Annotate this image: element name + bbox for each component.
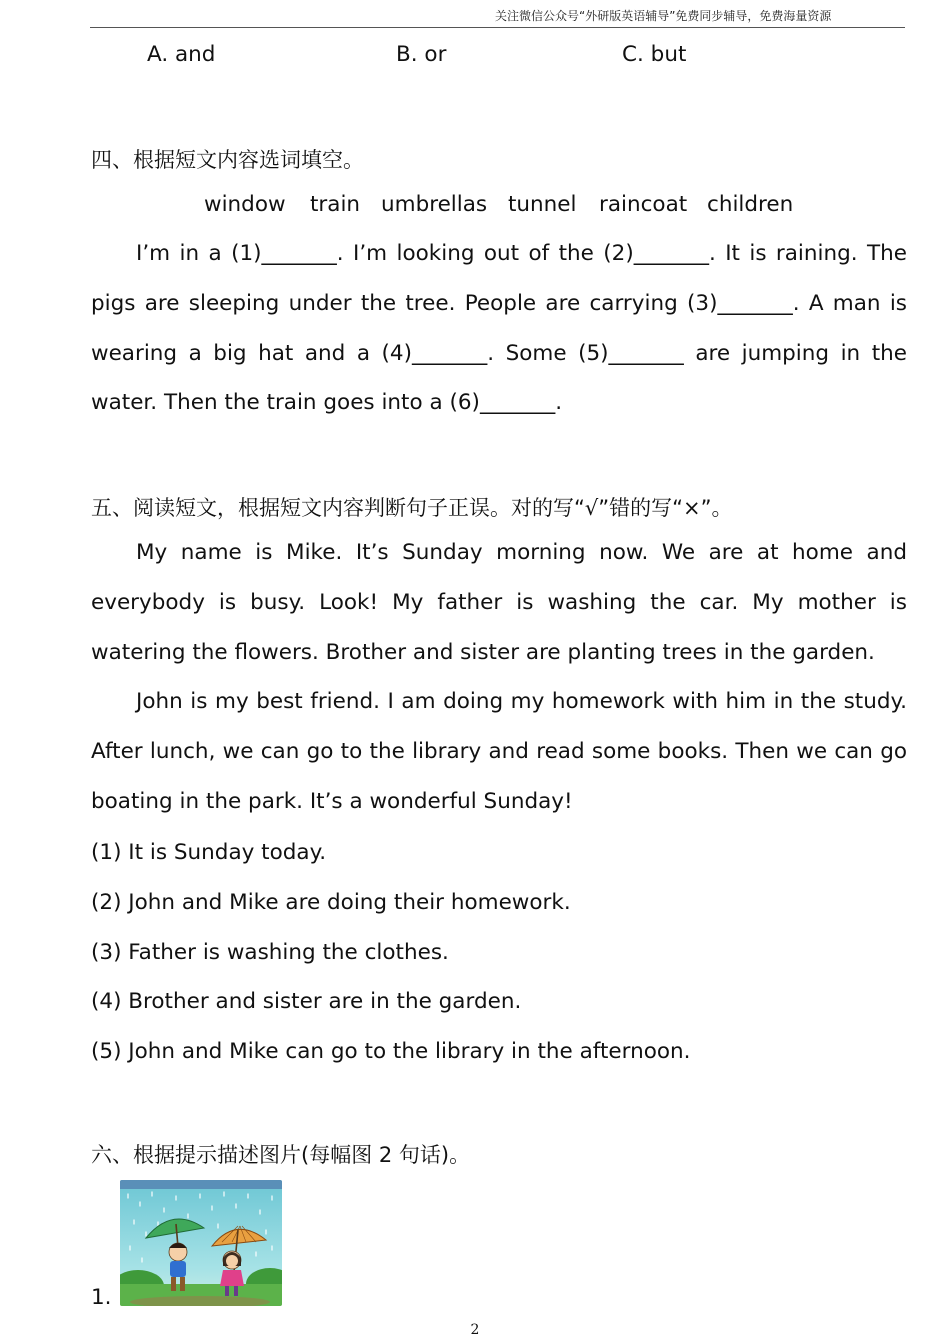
section5-title: 五、阅读短文，根据短文内容判断句子正误。对的写“√”错的写“×”。 [91,496,733,520]
section4-title: 四、根据短文内容选词填空。 [91,148,364,172]
question-3: (3) Father is washing the clothes. [91,940,449,965]
word-bank-item: tunnel [508,192,577,217]
question-1: (1) It is Sunday today. [91,840,327,865]
section4-passage: I’m in a (1)_______. I’m looking out of the (2)_______. It is raining. The pigs are sleeping under the tree. People are carrying (3)_______. A man is wearing a big hat and a (4)_______. Some (5)_______ are jumping in the water. Then the train goes into a (6)_______. [91,241,907,416]
page-number: 2 [470,1322,480,1338]
word-bank-item: umbrellas [381,192,488,217]
header-note: 关注微信公众号“外研版英语辅导”免费同步辅导，免费海量资源 [495,9,832,23]
option-c: C. but [622,42,687,67]
section5-paragraph-1: My name is Mike. It’s Sunday morning now. We are at home and everybody is busy. Look! My father is washing the car. My mother is watering the flowers. Brother and sister are planting trees in the garden. [91,540,907,665]
word-bank-item: train [310,192,361,217]
question-5: (5) John and Mike can go to the library in the afternoon. [91,1039,691,1064]
section6-title: 六、根据提示描述图片(每幅图 2 句话)。 [91,1143,471,1167]
section5-paragraph-2: John is my best friend. I am doing my homework with him in the study. After lunch, we can go to the library and read some books. Then we can go boating in the park. It’s a wonderful Sunday! [91,689,907,814]
header-divider [90,27,905,28]
word-bank-item: window [204,192,286,217]
option-a: A. and [147,42,216,67]
option-b: B. or [396,42,447,67]
rainy-day-picture [120,1180,282,1306]
word-bank-item: children [707,192,794,217]
question-2: (2) John and Mike are doing their homework. [91,890,571,915]
picture-item-label: 1. [91,1285,112,1310]
word-bank-item: raincoat [599,192,688,217]
question-4: (4) Brother and sister are in the garden. [91,989,522,1014]
